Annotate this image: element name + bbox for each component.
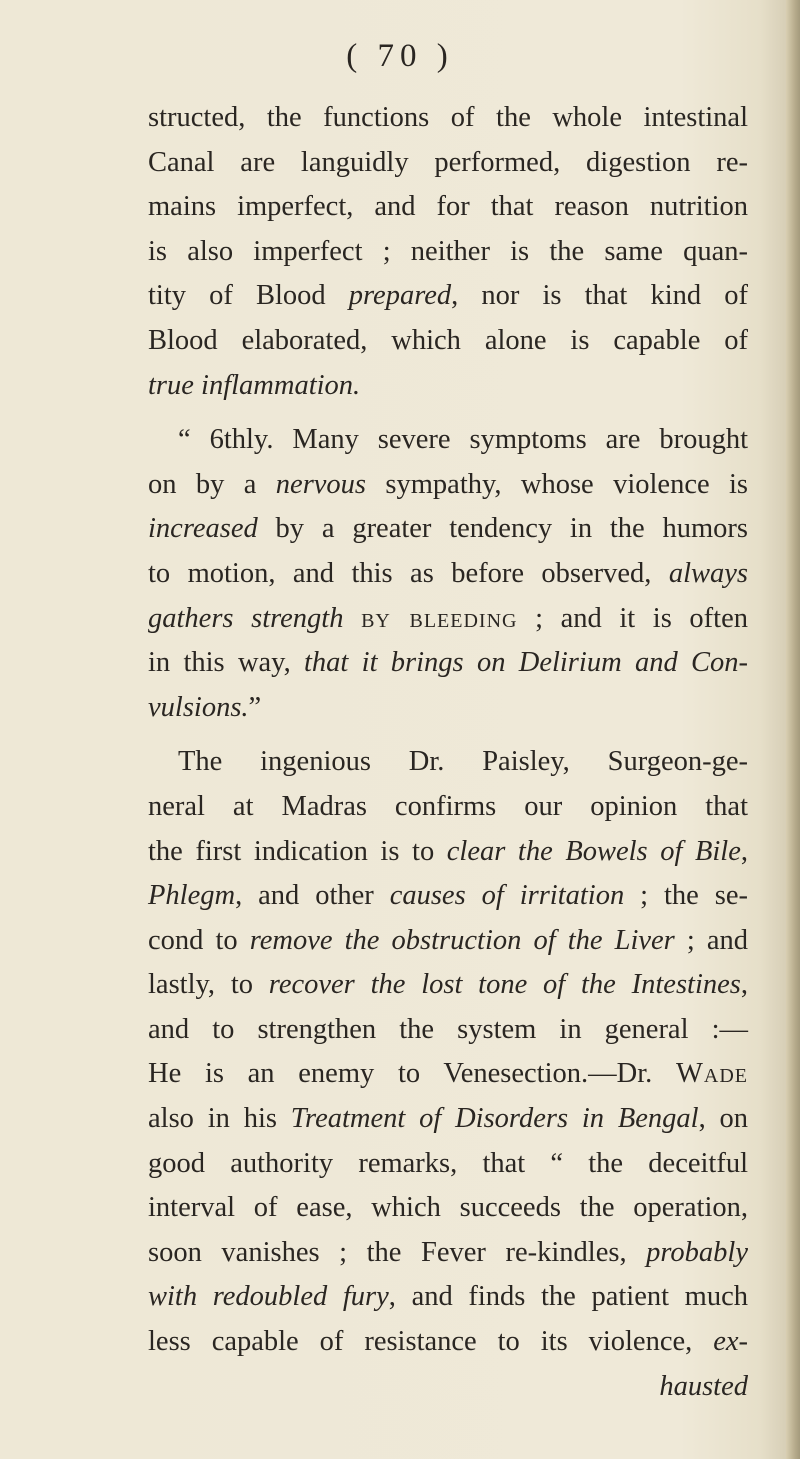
italic-text: probably — [646, 1236, 748, 1268]
text-run: to motion, and this as before observed, — [148, 557, 669, 589]
text-run: ; the se- — [624, 880, 748, 912]
text-run: less capable of resistance to its violence, — [148, 1326, 714, 1358]
text-run: the first indication is to — [148, 835, 447, 867]
page-number: ( 70 ) — [346, 38, 454, 74]
text-run: tity of Blood — [148, 280, 349, 312]
catchword-text: hausted — [659, 1370, 748, 1402]
text-line — [148, 1275, 748, 1320]
text-run: soon vanishes ; the Fever re-kindles, — [148, 1236, 647, 1268]
text-line — [148, 1231, 748, 1276]
text-line — [148, 1097, 748, 1142]
text-run: ; and — [674, 924, 748, 956]
italic-text: increased — [148, 513, 258, 545]
paragraph — [148, 418, 748, 730]
text-line — [148, 1052, 748, 1097]
text-line — [148, 874, 748, 919]
text-line — [148, 785, 748, 830]
text-run: neral at Madras confirms our opinion that — [148, 790, 748, 822]
text-run: , on — [698, 1103, 748, 1135]
text-line — [148, 463, 748, 508]
text-run: cond to — [148, 924, 250, 956]
text-line — [148, 641, 748, 686]
text-line — [148, 1142, 748, 1187]
small-caps-text: Wade — [675, 1058, 748, 1090]
text-run: interval of ease, which succeeds the operation, — [148, 1192, 748, 1224]
text-run: The ingenious Dr. Paisley, Surgeon-ge- — [178, 746, 748, 778]
text-run: ” — [248, 691, 262, 723]
text-run: mains imperfect, and for that reason nutrition — [148, 191, 748, 223]
body-text — [148, 96, 748, 1409]
text-line — [148, 230, 748, 275]
text-line — [148, 364, 748, 409]
paragraph — [148, 740, 748, 1364]
italic-text: gathers strength — [148, 602, 344, 634]
small-caps-text: by bleeding — [361, 602, 518, 634]
italic-text: with redoubled fury — [148, 1281, 389, 1313]
italic-text: recover the lost tone of the Intestines — [268, 969, 741, 1001]
text-line — [148, 1186, 748, 1231]
italic-text: Treatment of Disorders in Bengal — [290, 1103, 699, 1135]
text-line — [148, 507, 748, 552]
text-run: also in his — [148, 1103, 291, 1135]
text-line — [148, 96, 748, 141]
italic-text: nervous — [275, 468, 367, 500]
catchword — [148, 1365, 748, 1410]
text-run: on by a — [148, 468, 276, 500]
text-run: , and other — [235, 880, 390, 912]
text-run: by a greater tendency in the humors — [257, 513, 748, 545]
text-run: Canal are languidly performed, digestion re- — [148, 146, 748, 178]
italic-text: Phlegm — [148, 880, 236, 912]
text-line — [148, 319, 748, 364]
text-run: in this way, — [148, 647, 305, 679]
italic-text: causes of irritation — [389, 880, 625, 912]
text-run: He is an enemy to Venesection.—Dr. — [148, 1058, 676, 1090]
text-line — [148, 740, 748, 785]
text-line — [148, 919, 748, 964]
paragraph — [148, 96, 748, 408]
text-run: and to strengthen the system in general :— — [148, 1013, 748, 1045]
text-line — [148, 597, 748, 642]
text-run — [343, 603, 361, 634]
text-run: ; and it is often — [517, 602, 748, 634]
text-line — [148, 686, 748, 731]
text-run: good authority remarks, that “ the deceitful — [148, 1147, 748, 1179]
text-line — [148, 963, 748, 1008]
text-line — [148, 830, 748, 875]
text-run: , — [740, 835, 748, 867]
text-run: , and finds the patient much — [388, 1281, 748, 1313]
text-run: is also imperfect ; neither is the same quan- — [148, 235, 748, 267]
text-run: Blood elaborated, which alone is capable of — [148, 324, 748, 356]
text-run: structed, the functions of the whole intestinal — [148, 102, 748, 133]
italic-text: that it brings on Delirium and Con- — [304, 647, 748, 679]
text-line — [148, 185, 748, 230]
italic-text: ex- — [713, 1326, 748, 1358]
text-run: , nor is that kind of — [451, 280, 748, 312]
text-line — [148, 418, 748, 463]
italic-text: clear the Bowels of Bile — [446, 835, 741, 867]
italic-text: always — [668, 557, 748, 589]
text-run: sympathy, whose violence is — [366, 468, 749, 500]
text-line — [148, 552, 748, 597]
italic-text: remove the obstruction of the Liver — [249, 924, 675, 956]
text-line — [148, 274, 748, 319]
italic-text: prepared — [348, 280, 452, 312]
text-line — [148, 1008, 748, 1053]
text-run: , — [740, 969, 748, 1001]
text-run: “ 6thly. Many severe symptoms are brought — [178, 424, 748, 456]
text-line — [148, 141, 748, 186]
italic-text: true inflammation. — [148, 369, 361, 401]
text-line — [148, 1320, 748, 1365]
text-run: lastly, to — [148, 969, 269, 1001]
page-edge-shadow — [786, 0, 800, 1459]
italic-text: vulsions. — [148, 691, 249, 723]
